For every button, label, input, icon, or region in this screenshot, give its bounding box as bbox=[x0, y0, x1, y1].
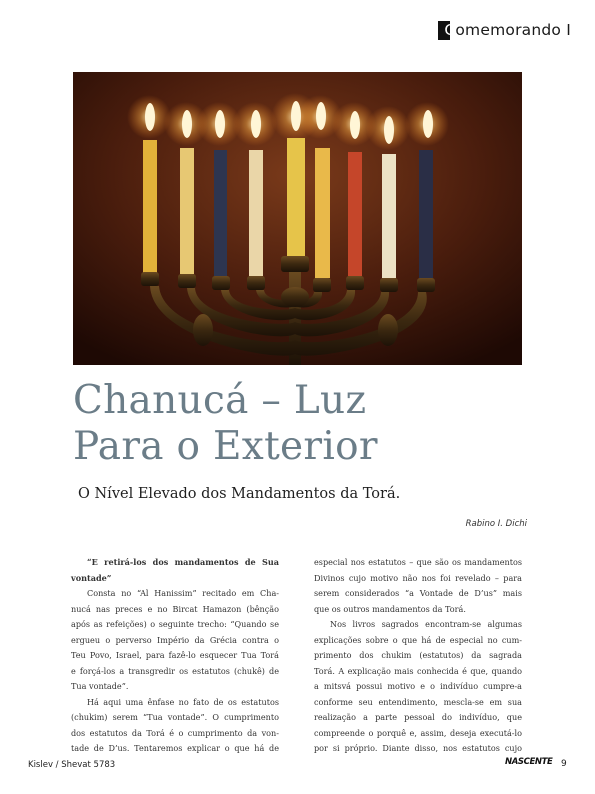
body-line: Há aqui uma ênfase no fato de os estatutos bbox=[87, 696, 279, 707]
title-line-2: Para o Exterior bbox=[73, 424, 378, 469]
body-line: vontade” bbox=[71, 572, 112, 583]
body-line: serem considerados “a Vontade de D’us” mais bbox=[314, 588, 522, 598]
body-column-right bbox=[314, 555, 522, 757]
body-line: ergueu o perverso Império da Grécia contra o bbox=[71, 634, 279, 645]
article-title bbox=[73, 378, 533, 470]
body-line: Consta no “Al Hanissim” recitado em Cha- bbox=[87, 588, 279, 598]
body-line: realização a parte pessoal do indivíduo, que bbox=[314, 712, 522, 722]
article-subtitle: O Nível Elevado dos Mandamentos da Torá. bbox=[78, 486, 401, 502]
body-line: dos estatutos da Torá é o cumprimento da von- bbox=[71, 727, 279, 738]
body-line: conforme seu entendimento, mescla-se em sua bbox=[314, 696, 522, 707]
body-line: nucá nas preces e no Bircat Hamazon (bênção bbox=[71, 603, 279, 614]
menorah-photo bbox=[73, 72, 522, 365]
body-line: especial nos estatutos – que são os mandamentos bbox=[314, 557, 522, 567]
menorah-illustration bbox=[73, 72, 522, 365]
body-line: após as refeições) o seguinte trecho: “Quando se bbox=[71, 619, 279, 629]
body-line: explicações sobre o que há de especial no cum- bbox=[314, 634, 522, 645]
body-line: tade de D’us. Tentaremos explicar o que há de bbox=[71, 743, 279, 753]
body-line: por si próprio. Diante disso, nos estatutos cujo bbox=[314, 743, 522, 753]
body-line: compreende o porquê e, assim, deseja executá-lo bbox=[314, 727, 522, 738]
body-line: Nos livros sagrados encontram-se algumas bbox=[330, 619, 522, 629]
body-line: “E retirá-los dos mandamentos de Sua bbox=[87, 557, 279, 567]
section-header bbox=[438, 20, 571, 40]
footer-issue: Kislev / Shevat 5783 bbox=[28, 760, 116, 770]
body-line: a mitsvá possui motivo e o indivíduo cumpre-a bbox=[314, 681, 522, 691]
magazine-logo: NASCENTE bbox=[505, 757, 553, 767]
body-line: Teu Povo, Israel, para fazê-lo esquecer Tua Torá bbox=[71, 650, 279, 660]
article-author: Rabino I. Dichi bbox=[465, 519, 527, 529]
body-line: Torá. A explicação mais conhecida é que, quando bbox=[314, 665, 522, 676]
body-line: primento dos chukim (estatutos) da sagrada bbox=[314, 650, 522, 660]
section-label: Comemorando I bbox=[444, 21, 571, 39]
body-line: (chukim) serem “Tua vontade”. O cumprimento bbox=[71, 712, 279, 722]
body-column-left bbox=[71, 555, 279, 757]
page-number: 9 bbox=[561, 759, 567, 769]
title-line-1: Chanucá – Luz bbox=[73, 378, 367, 423]
body-line: e forçá-los a transgredir os estatutos (chukê) de bbox=[71, 665, 279, 676]
body-line: Tua vontade”. bbox=[71, 681, 129, 691]
body-line: Divinos cujo motivo não nos foi revelado – para bbox=[314, 572, 522, 583]
body-line: que os outros mandamentos da Torá. bbox=[314, 603, 466, 614]
